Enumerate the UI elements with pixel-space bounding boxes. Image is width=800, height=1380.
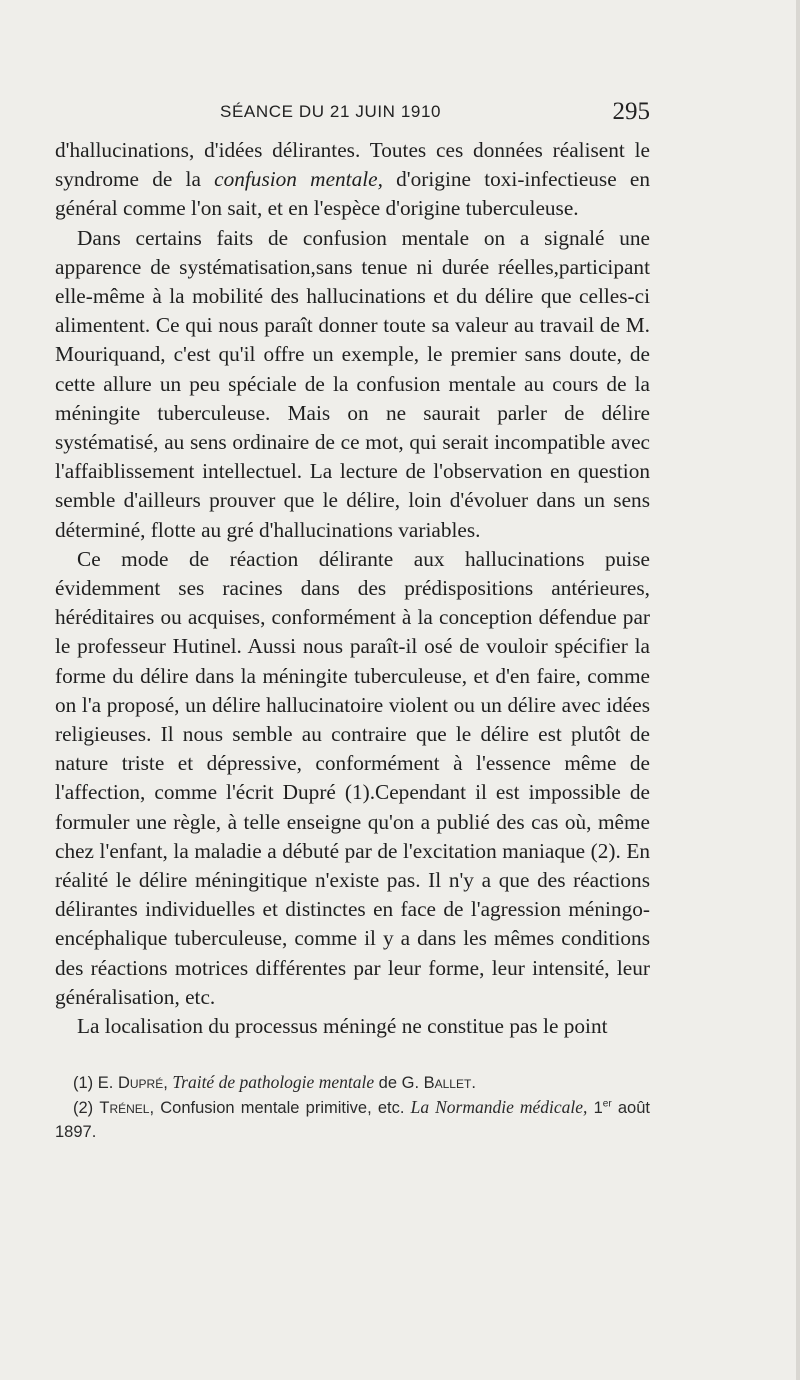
paragraph-1	[55, 136, 650, 224]
paragraph-2: Dans certains faits de confusion mentale on a signalé une apparence de systématisation,sans tenue ni durée réelles,participant elle-même à la mobilité des hallucinations et du délire que celles-ci alimentent. Ce qui nous paraît donner toute sa valeur au travail de M. Mouriquand, c'est qu'il offre un exemple, le premier sans doute, de cette allure un peu spéciale de la confusion mentale au cours de la méningite tuberculeuse. Mais on ne saurait parler de délire systématisé, au sens ordinaire de ce mot, qui serait incompatible avec l'affaiblissement intellectuel. La lecture de l'observation en question semble d'ailleurs prouver que le délire, loin d'évoluer dans un sens déterminé, flotte au gré d'hallucinations variables.	[55, 225, 650, 542]
footnote-1-author: Dupré	[117, 1074, 164, 1092]
footnote-2-number: (2)	[73, 1099, 100, 1117]
paragraph-1-italic: confusion mentale,	[214, 167, 383, 192]
footnote-1-title: Traité de pathologie mentale	[172, 1072, 375, 1092]
page-header	[55, 98, 650, 128]
footnote-1-end: .	[471, 1074, 476, 1092]
running-head: SÉANCE DU 21 JUIN 1910	[220, 102, 442, 121]
paragraph-4: La localisation du processus méningé ne constitue pas le point	[77, 1014, 608, 1039]
footnote-2-date-sup: er	[602, 1098, 612, 1110]
paragraph-1-part-b: d'origine toxi-infectieuse en général comme l'on sait, et en l'espèce d'origine tuberculeuse.	[55, 167, 650, 221]
footnote-2-date-day: 1	[587, 1099, 603, 1117]
footnote-2-journal: La Normandie médicale,	[410, 1097, 588, 1117]
paragraph-1-part-a: d'hallucinations, d'idées délirantes. Toutes ces données réalisent le syndrome de la	[55, 138, 650, 192]
page-edge	[796, 0, 800, 1380]
footnote-2-text: , Confusion mentale primitive, etc.	[149, 1099, 411, 1117]
body-text	[55, 136, 650, 1041]
footnote-1-editor: Ballet	[423, 1074, 472, 1092]
footnote-2	[55, 1095, 650, 1144]
footnote-2-author: Trénel	[99, 1099, 150, 1117]
footnotes	[55, 1070, 650, 1144]
footnote-1-sep: ,	[163, 1074, 173, 1092]
footnote-1-de: de G.	[374, 1074, 424, 1092]
page-number: 295	[612, 98, 650, 125]
footnote-1	[55, 1070, 650, 1095]
paragraph-3: Ce mode de réaction délirante aux hallucinations puise évidemment ses racines dans des prédispositions antérieures, héréditaires ou acquises, conformément à la conception défendue par le professeur Hutinel. Aussi nous paraît-il osé de vouloir spécifier la forme du délire dans la méningite tuberculeuse, et d'en faire, comme on l'a proposé, un délire hallucinatoire violent ou un délire avec idées religieuses. Il nous semble au contraire que le délire est plutôt de nature triste et dépressive, conformément à l'essence même de l'affection, comme l'écrit Dupré (1).Cependant il est impossible de formuler une règle, à telle enseigne qu'on a publié des cas où, même chez l'enfant, la maladie a débuté par de l'excitation maniaque (2). En réalité le délire méningitique n'existe pas. Il n'y a que des réactions délirantes individuelles et distinctes en face de l'agression méningo-encéphalique tuberculeuse, comme il y a dans les mêmes conditions des réactions motrices différentes par leur forme, leur intensité, leur généralisation, etc.	[55, 546, 650, 1009]
footnote-2-date-rest: août 1897.	[55, 1099, 650, 1141]
footnote-1-number: (1) E.	[73, 1074, 118, 1092]
